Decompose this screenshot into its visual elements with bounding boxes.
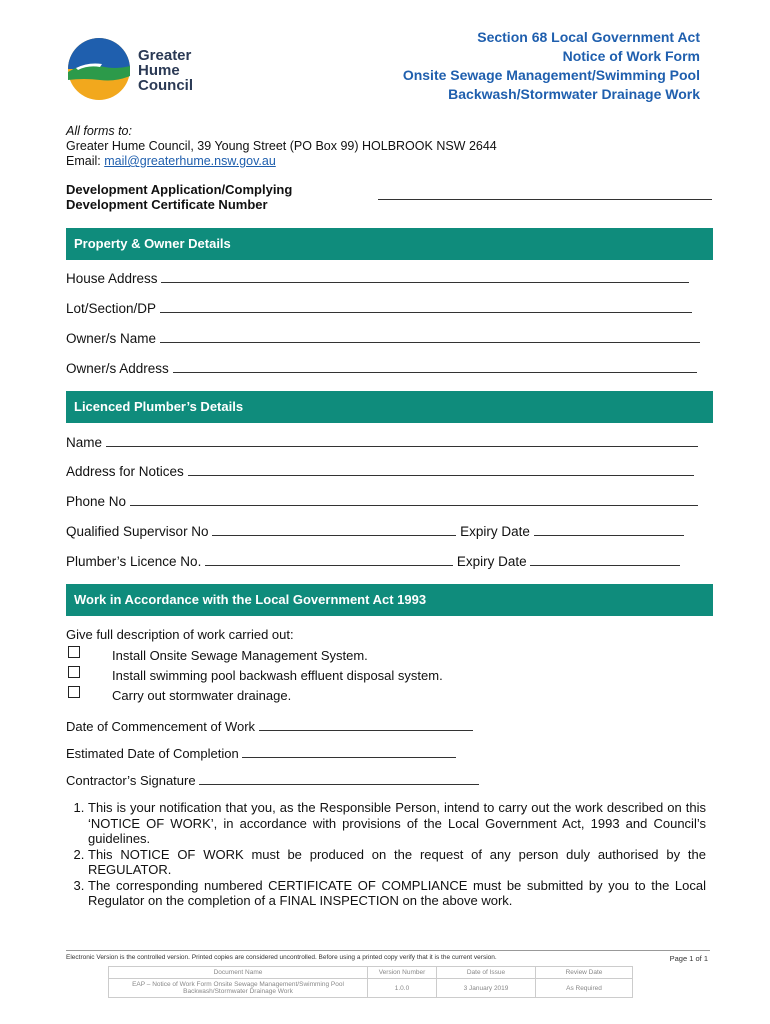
section-header-property: Property & Owner Details — [66, 228, 713, 260]
meta-value: 3 January 2019 — [437, 979, 536, 998]
document-meta-table — [108, 966, 633, 998]
dev-app-line: Development Certificate Number — [66, 197, 268, 212]
logo-text — [138, 48, 193, 93]
field-label: Lot/Section/DP — [66, 301, 156, 316]
option-sewage: Install Onsite Sewage Management System. — [112, 648, 368, 663]
signature-field[interactable] — [66, 772, 479, 788]
logo-word: Greater — [138, 47, 192, 64]
completion-field[interactable] — [66, 745, 456, 761]
owner-address-field[interactable] — [66, 360, 697, 376]
lot-section-dp-field[interactable] — [66, 300, 692, 316]
field-label: Contractor’s Signature — [66, 773, 196, 788]
field-line[interactable] — [161, 270, 689, 283]
meta-value: 1.0.0 — [368, 979, 437, 998]
meta-header: Document Name — [109, 967, 368, 979]
council-address: Greater Hume Council, 39 Young Street (PO Box 99) HOLBROOK NSW 2644 — [66, 139, 497, 153]
field-line[interactable] — [259, 718, 473, 731]
licence-field[interactable] — [66, 553, 680, 569]
meta-header: Date of Issue — [437, 967, 536, 979]
form-title — [403, 28, 700, 104]
field-label: Name — [66, 435, 103, 450]
field-label: Address for Notices — [66, 464, 184, 479]
forms-to-label: All forms to: — [66, 124, 132, 138]
footer-divider — [66, 950, 710, 951]
field-line[interactable] — [160, 300, 692, 313]
meta-header: Version Number — [368, 967, 437, 979]
title-line: Section 68 Local Government Act — [477, 29, 700, 45]
email-label: Email: — [66, 154, 105, 168]
meta-value: As Required — [536, 979, 633, 998]
note-item: 3. The corresponding numbered CERTIFICATE OF COMPLIANCE must be submitted by you to the Local Regulator on the completion of a FINAL INSPECTION on the above work. — [88, 878, 706, 909]
checkbox-sewage[interactable] — [68, 646, 80, 658]
notes-list — [66, 800, 706, 909]
address-notices-field[interactable] — [66, 463, 694, 479]
field-label: Phone No — [66, 494, 127, 509]
title-line: Backwash/Stormwater Drainage Work — [448, 86, 700, 102]
field-line[interactable] — [242, 745, 456, 758]
supervisor-field[interactable] — [66, 523, 684, 539]
field-label: Owner/s Name — [66, 331, 157, 346]
field-line[interactable] — [199, 772, 479, 785]
plumber-name-field[interactable] — [66, 434, 698, 450]
page-number: Page 1 of 1 — [669, 954, 708, 963]
field-label: House Address — [66, 271, 158, 286]
meta-header: Review Date — [536, 967, 633, 979]
option-stormwater: Carry out stormwater drainage. — [112, 688, 292, 703]
section-header-work: Work in Accordance with the Local Government Act 1993 — [66, 584, 713, 616]
meta-value: EAP – Notice of Work Form Onsite Sewage Management/Swimming Pool Backwash/Stormwater Drainage Work — [109, 979, 368, 998]
forms-to-block — [66, 124, 497, 169]
title-line: Notice of Work Form — [562, 48, 700, 64]
owner-name-field[interactable] — [66, 330, 700, 346]
field-label: Date of Commencement of Work — [66, 719, 256, 734]
field-label: Qualified Supervisor No — [66, 524, 209, 539]
footer-disclaimer: Electronic Version is the controlled version. Printed copies are considered uncontrolled. Before using a printed copy verify that it is the current version. — [66, 954, 497, 961]
logo-word: Council — [138, 77, 193, 94]
field-line[interactable] — [188, 463, 694, 476]
field-line[interactable] — [212, 523, 456, 536]
dev-app-number-field[interactable] — [378, 199, 712, 200]
option-pool: Install swimming pool backwash effluent disposal system. — [112, 668, 443, 683]
house-address-field[interactable] — [66, 270, 689, 286]
email-link[interactable]: mail@greaterhume.nsw.gov.au — [104, 154, 276, 168]
checkbox-pool[interactable] — [68, 666, 80, 678]
field-line[interactable] — [130, 493, 698, 506]
work-description-prompt: Give full description of work carried out: — [66, 627, 294, 642]
field-line[interactable] — [106, 434, 698, 447]
logo-word: Hume — [138, 62, 180, 79]
note-item: 2. This NOTICE OF WORK must be produced on the request of any person duly authorised by the REGULATOR. — [88, 847, 706, 878]
note-item: 1. This is your notification that you, as the Responsible Person, intend to carry out the work described on this ‘NOTICE OF WORK’, in accordance with provisions of the Local Government Act, 1993 and Council’s guidelines. — [88, 800, 706, 847]
dev-app-line: Development Application/Complying — [66, 182, 293, 197]
field-line[interactable] — [173, 360, 697, 373]
phone-field[interactable] — [66, 493, 698, 509]
field-line[interactable] — [534, 523, 684, 536]
commencement-field[interactable] — [66, 718, 473, 734]
field-label: Expiry Date — [456, 554, 527, 569]
checkbox-stormwater[interactable] — [68, 686, 80, 698]
section-header-plumber: Licenced Plumber’s Details — [66, 391, 713, 423]
field-label: Estimated Date of Completion — [66, 746, 239, 761]
field-label: Expiry Date — [460, 524, 530, 539]
field-label: Plumber’s Licence No. — [66, 554, 202, 569]
field-line[interactable] — [205, 553, 453, 566]
field-line[interactable] — [160, 330, 700, 343]
title-line: Onsite Sewage Management/Swimming Pool — [402, 67, 700, 83]
field-line[interactable] — [530, 553, 680, 566]
field-label: Owner/s Address — [66, 361, 169, 376]
dev-app-label — [66, 182, 292, 212]
